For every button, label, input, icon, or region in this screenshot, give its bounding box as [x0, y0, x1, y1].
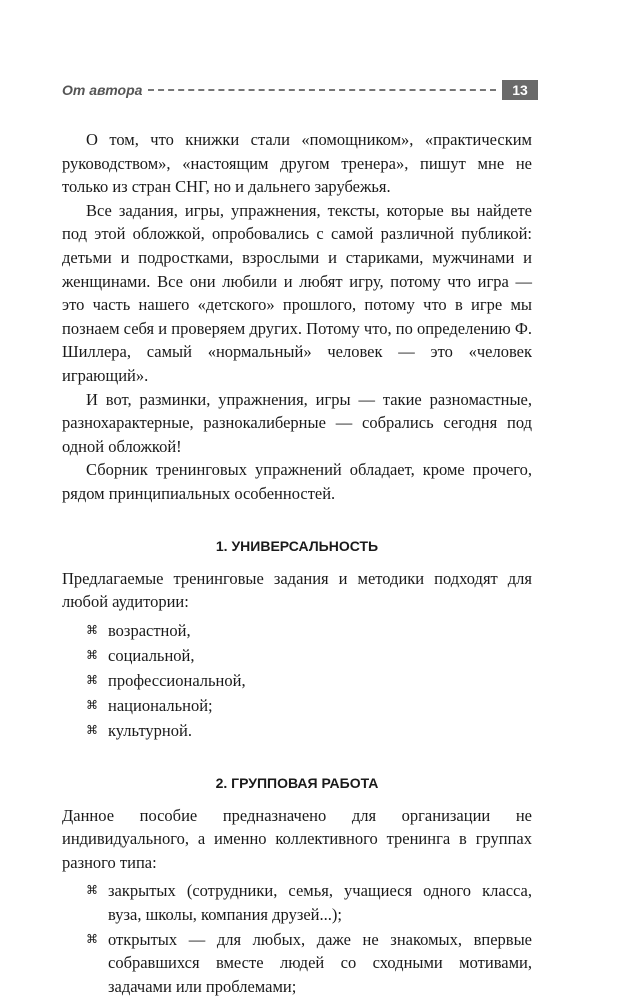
running-header-title: От автора: [62, 82, 143, 98]
dashed-rule: [148, 89, 496, 91]
bullet-icon: ⌘: [86, 697, 98, 712]
list-item: ⌘ культурной.: [62, 719, 532, 743]
list-item: ⌘ социальной,: [62, 644, 532, 668]
bullet-icon: ⌘: [86, 672, 98, 687]
list-item: ⌘ профессиональной,: [62, 669, 532, 693]
section-lead: Данное пособие предназначено для организации не индивидуального, а именно коллективного тренинга в группах разного типа:: [62, 805, 532, 872]
paragraph: Сборник тренинговых упражнений обладает, кроме прочего, рядом принципиальных особенностей.: [62, 460, 532, 503]
bullet-icon: ⌘: [86, 622, 98, 637]
group-type-list: [62, 879, 532, 998]
list-item: ⌘ национальной;: [62, 694, 532, 718]
bullet-icon: ⌘: [86, 647, 98, 662]
bullet-icon: ⌘: [86, 931, 98, 946]
paragraph: Все задания, игры, упражнения, тексты, которые вы найдете под этой обложкой, опробовались с самой различной публикой: детьми и подростками, взрослыми и стариками, мужчинами и женщинами. Все они любили и любят игру, потому что игра — это часть нашего «детского» прошлого, потому что в игре мы познаем себя и проверяем других. Потому что, по определению Ф. Шиллера, самый «нормальный» человек — это «человек играющий».: [62, 200, 532, 385]
page-number: 13: [502, 80, 538, 100]
section-lead: Предлагаемые тренинговые задания и методики подходят для любой аудитории:: [62, 568, 532, 612]
section-heading-universality: 1. УНИВЕРСАЛЬНОСТЬ: [215, 537, 379, 554]
list-item: ⌘ открытых — для любых, даже не знакомых, впервые собравшихся вместе людей со сходными мотивами, задачами или проблемами;: [86, 929, 532, 996]
list-item: ⌘ закрытых (сотрудники, семья, учащиеся одного класса, вуза, школы, компания друзей...);: [86, 881, 532, 925]
paragraph: О том, что книжки стали «помощником», «практическим руководством», «настоящим другом тренера», пишут мне не только из стран СНГ, но и дальнего зарубежья.: [62, 130, 532, 197]
paragraph: И вот, разминки, упражнения, игры — такие разномастные, разнохарактерные, разнокалиберные — собрались сегодня под одной обложкой!: [62, 389, 532, 456]
audience-list: [62, 619, 532, 743]
bullet-icon: ⌘: [86, 883, 98, 898]
bullet-icon: ⌘: [86, 723, 98, 738]
running-header: [62, 80, 538, 100]
list-item: ⌘ возрастной,: [62, 619, 532, 643]
section-heading-group-work: 2. ГРУППОВАЯ РАБОТА: [215, 774, 379, 791]
page-body: [62, 128, 532, 999]
